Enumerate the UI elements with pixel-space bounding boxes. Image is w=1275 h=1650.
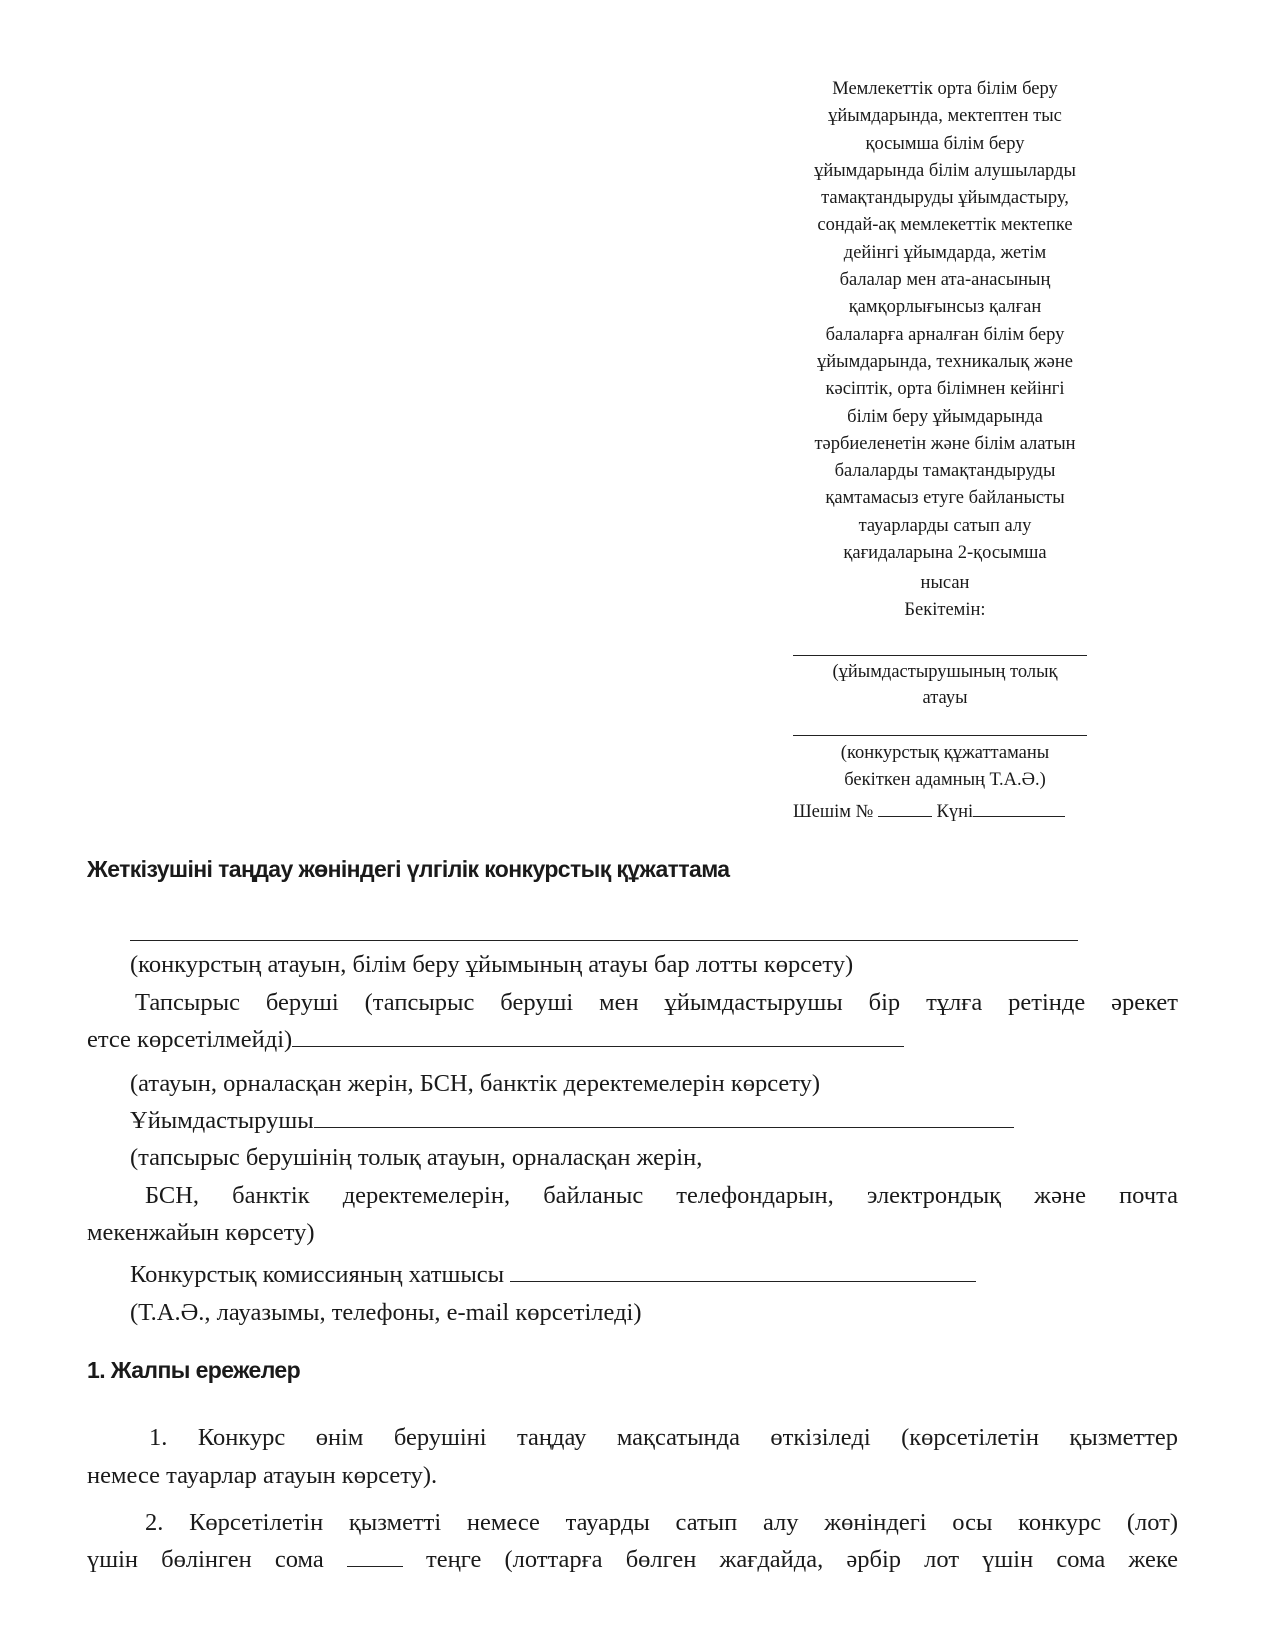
header-line: Мемлекеттік орта білім беру: [832, 79, 1058, 99]
person-caption-2: бекіткен адамның Т.А.Ә.): [844, 770, 1046, 790]
header-line: қамқорлығынсыз қалған: [848, 297, 1042, 318]
header-line: балалар мен ата-анасының: [839, 270, 1051, 291]
header-line: балаларды тамақтандыруды: [834, 461, 1056, 482]
secretary-label: Конкурстық комиссияның хатшысы: [130, 1261, 505, 1288]
secretary-row: [130, 1257, 976, 1293]
customer-text-2: етсе көрсетілмейді): [87, 1026, 293, 1053]
header-line: сондай-ақ мемлекеттік мектепке: [817, 215, 1073, 236]
person-caption-1: (конкурстық құжаттаманы: [840, 743, 1050, 763]
paragraph-2-line-1: [87, 1505, 1178, 1541]
decision-number-field[interactable]: [878, 796, 932, 817]
contest-caption: (конкурстың атауын, білім беру ұйымының атауы бар лотты көрсету): [130, 951, 854, 978]
customer-field[interactable]: [292, 1026, 904, 1047]
appendix-header: [785, 76, 1105, 567]
amount-field[interactable]: [347, 1546, 403, 1567]
organizer-caption-2-line: [87, 1178, 1178, 1214]
secretary-field[interactable]: [510, 1261, 976, 1282]
header-line: балаларға арналған білім беру: [825, 324, 1065, 345]
header-line: қосымша білім беру: [865, 133, 1025, 154]
customer-caption: (атауын, орналасқан жерін, БСН, банктік деректемелерін көрсету): [130, 1070, 821, 1097]
approver-name-line[interactable]: [793, 735, 1087, 736]
organizer-row: [130, 1103, 1014, 1139]
header-line: ұйымдарында, техникалық және: [817, 351, 1073, 372]
organizer-caption-2: БСН, банктік деректемелерін, байланыс телефондарын, электрондық және почта: [145, 1182, 1178, 1209]
date-label: Күні: [936, 802, 974, 822]
header-line: кәсіптік, орта білімнен кейінгі: [825, 379, 1065, 400]
header-line: қағидаларына 2-қосымша: [843, 543, 1047, 564]
header-line: тамақтандыруды ұйымдастыру,: [821, 188, 1069, 209]
organizer-label: Ұйымдастырушы: [130, 1107, 314, 1134]
paragraph-2-text-2a: үшін бөлінген сома: [87, 1546, 324, 1573]
decision-date-field[interactable]: [973, 796, 1065, 817]
org-caption-2: атауы: [922, 688, 968, 708]
header-line: білім беру ұйымдарында: [847, 406, 1043, 427]
organizer-caption-3: мекенжайын көрсету): [87, 1219, 315, 1246]
header-line: ұйымдарында білім алушыларды: [814, 160, 1076, 181]
section-heading: 1. Жалпы ережелер: [87, 1357, 301, 1383]
org-caption-1: (ұйымдастырушының толық: [832, 662, 1058, 682]
secretary-caption: (Т.А.Ә., лауазымы, телефоны, e-mail көрсетіледі): [130, 1299, 642, 1326]
paragraph-1-line-1: [87, 1420, 1178, 1456]
header-line: ұйымдарында, мектептен тыс: [828, 106, 1062, 127]
header-line: тауарларды сатып алу: [858, 515, 1032, 536]
paragraph-2-line-2: [87, 1542, 1178, 1578]
paragraph-2-text-1: 2. Көрсетілетін қызметті немесе тауарды сатып алу жөніндегі осы конкурс (лот): [145, 1509, 1178, 1536]
document-title: Жеткізушіні таңдау жөніндегі үлгілік конкурстық құжаттама: [87, 856, 730, 882]
contest-name-line[interactable]: [130, 940, 1078, 941]
customer-text-1: Тапсырыс беруші (тапсырыс беруші мен ұйымдастырушы бір тұлға ретінде әрекет: [135, 989, 1178, 1016]
customer-line: [87, 985, 1178, 1021]
organizer-field[interactable]: [314, 1107, 1014, 1128]
form-label: нысан: [920, 573, 970, 593]
decision-label: Шешім №: [793, 802, 874, 822]
paragraph-1-text-2: немесе тауарлар атауын көрсету).: [87, 1462, 438, 1489]
organizer-caption-1: (тапсырыс берушінің толық атауын, орналасқан жерін,: [130, 1144, 703, 1171]
paragraph-1-text-1: 1. Конкурс өнім берушіні таңдау мақсатында өткізіледі (көрсетілетін қызметтер: [149, 1424, 1178, 1451]
header-line: қамтамасыз етуге байланысты: [825, 488, 1065, 509]
approve-label: Бекітемін:: [904, 600, 986, 620]
organizer-name-line[interactable]: [793, 655, 1087, 656]
header-line: тәрбиеленетін және білім алатын: [814, 433, 1076, 454]
paragraph-2-text-2b: теңге (лоттарға бөлген жағдайда, әрбір лот үшін сома жеке: [426, 1546, 1178, 1573]
decision-row: [793, 796, 1065, 826]
header-line: дейінгі ұйымдарда, жетім: [843, 242, 1047, 263]
customer-line-2: [87, 1022, 904, 1058]
